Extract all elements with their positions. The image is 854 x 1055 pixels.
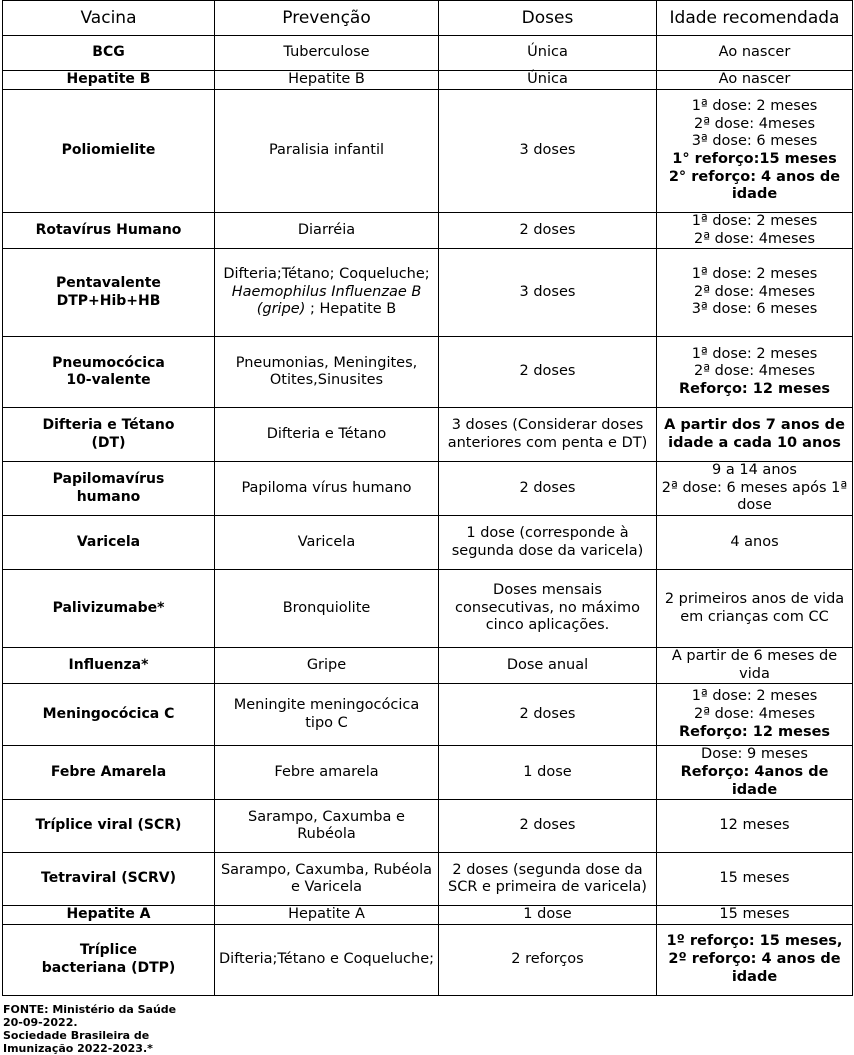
doses-text: 2 doses — [519, 363, 576, 380]
prevencao-text: Tuberculose — [283, 44, 370, 61]
prevencao-text: Papiloma vírus humano — [241, 479, 412, 496]
doses-cell — [439, 90, 657, 213]
prevencao-text: Otites,Sinusites — [269, 372, 384, 389]
doses-cell — [439, 462, 657, 516]
doses-text: Dose anual — [506, 656, 589, 673]
idade-cell — [657, 462, 853, 516]
prevencao-text: Febre amarela — [274, 763, 379, 780]
prevencao-text: ; Hepatite B — [305, 301, 397, 318]
idade-cell — [657, 746, 853, 800]
vacina-name: humano — [76, 488, 141, 505]
doses-text: 1 dose — [523, 763, 572, 780]
doses-text: 2 reforços — [511, 950, 584, 967]
idade-text: 1º reforço: 15 meses, 2º reforço: 4 anos de idade — [666, 933, 843, 985]
idade-text: Reforço: 4anos de idade — [680, 763, 829, 798]
doses-text: 3 doses — [519, 142, 576, 159]
vacina-cell — [3, 249, 215, 337]
doses-cell — [439, 71, 657, 90]
idade-cell — [657, 516, 853, 570]
vacina-cell — [3, 746, 215, 800]
prevencao-text: Haemophilus Influenzae B (gripe) — [231, 283, 422, 318]
idade-text: A partir dos 7 anos de idade a cada 10 anos — [664, 417, 845, 451]
prevencao-cell — [215, 746, 439, 800]
vacina-name: BCG — [92, 44, 125, 61]
doses-text: 2 doses — [519, 479, 576, 496]
doses-text: Única — [527, 44, 568, 61]
table-row — [3, 249, 853, 337]
prevencao-text: Varicela — [297, 533, 356, 550]
doses-cell — [439, 800, 657, 853]
prevencao-cell — [215, 408, 439, 462]
idade-cell — [657, 648, 853, 684]
doses-cell — [439, 648, 657, 684]
table-row — [3, 36, 853, 71]
vacina-name: Influenza* — [68, 656, 149, 673]
table-row — [3, 337, 853, 408]
idade-cell — [657, 71, 853, 90]
idade-cell — [657, 906, 853, 925]
doses-cell — [439, 337, 657, 408]
idade-text: 2ª dose: 4meses — [693, 363, 815, 380]
vacina-cell — [3, 800, 215, 853]
vacina-cell — [3, 648, 215, 684]
vacina-cell — [3, 853, 215, 906]
prevencao-cell — [215, 36, 439, 71]
idade-cell — [657, 90, 853, 213]
idade-text: 2° reforço: 4 anos de idade — [668, 168, 841, 203]
doses-text: 2 doses (segunda dose da SCR e primeira de varicela) — [448, 861, 647, 896]
doses-text: 3 doses (Considerar doses anteriores com penta e DT) — [447, 417, 648, 451]
idade-text: Ao nascer — [718, 71, 791, 88]
idade-text: 1ª dose: 2 meses — [691, 213, 818, 229]
idade-text: 9 a 14 anos — [712, 462, 797, 479]
header-row — [3, 1, 853, 36]
vacina-name: Pneumocócica — [52, 354, 165, 371]
table-row — [3, 516, 853, 570]
idade-text: Reforço: 12 meses — [678, 380, 831, 397]
vacina-name: Papilomavírus — [52, 471, 165, 488]
prevencao-cell — [215, 570, 439, 648]
vacina-cell — [3, 337, 215, 408]
prevencao-text: Bronquiolite — [282, 599, 371, 616]
idade-cell — [657, 570, 853, 648]
doses-text: 2 doses — [519, 221, 576, 238]
vacina-name: Febre Amarela — [50, 763, 167, 780]
footer-line: Imunização 2022-2023.* — [3, 1042, 153, 1055]
doses-cell — [439, 924, 657, 995]
vacina-name: Hepatite B — [66, 71, 151, 88]
prevencao-cell — [215, 684, 439, 746]
idade-text: Ao nascer — [718, 44, 791, 61]
table-row — [3, 648, 853, 684]
idade-cell — [657, 36, 853, 71]
prevencao-text: Hepatite A — [288, 906, 365, 923]
idade-text: 2ª dose: 4meses — [693, 115, 815, 132]
idade-text: 2ª dose: 6 meses após 1ª dose — [661, 479, 848, 514]
vacina-cell — [3, 570, 215, 648]
table-row — [3, 213, 853, 249]
vacina-name: Hepatite A — [66, 906, 151, 923]
header-prevencao: Prevenção — [215, 1, 439, 36]
vacina-name: Pentavalente — [56, 275, 161, 292]
prevencao-text: Difteria;Tétano e Coqueluche; — [219, 950, 434, 967]
vacina-name: DTP+Hib+HB — [56, 292, 161, 309]
table-row — [3, 684, 853, 746]
doses-text: 1 dose (corresponde à segunda dose da varicela) — [451, 525, 644, 559]
prevencao-cell — [215, 853, 439, 906]
vacina-cell — [3, 924, 215, 995]
prevencao-text: Meningites, — [333, 354, 418, 371]
table-row — [3, 800, 853, 853]
prevencao-cell — [215, 906, 439, 925]
doses-cell — [439, 853, 657, 906]
header-vacina: Vacina — [3, 1, 215, 36]
vacina-name: (DT) — [91, 434, 126, 451]
vacina-cell — [3, 408, 215, 462]
idade-cell — [657, 408, 853, 462]
vaccine-table — [2, 0, 853, 996]
prevencao-text: Diarréia — [297, 221, 356, 238]
doses-text: 3 doses — [519, 283, 576, 300]
idade-text: Reforço: 12 meses — [678, 723, 831, 740]
prevencao-cell — [215, 71, 439, 90]
vacina-cell — [3, 462, 215, 516]
doses-cell — [439, 906, 657, 925]
header-idade: Idade recomendada — [657, 1, 853, 36]
idade-cell — [657, 249, 853, 337]
prevencao-cell — [215, 337, 439, 408]
vacina-name: Palivizumabe* — [52, 599, 165, 616]
idade-text: 1ª dose: 2 meses — [691, 266, 818, 283]
prevencao-cell — [215, 90, 439, 213]
vacina-name: Tríplice — [79, 942, 138, 959]
prevencao-text: Pneumonias, — [235, 354, 329, 371]
vacina-name: Meningocócica C — [42, 706, 175, 723]
vacina-name: bacteriana (DTP) — [41, 959, 176, 976]
doses-cell — [439, 249, 657, 337]
vacina-name: Poliomielite — [61, 142, 156, 159]
idade-text: 4 anos — [730, 533, 779, 550]
table-row — [3, 570, 853, 648]
idade-text: 15 meses — [719, 870, 790, 887]
vacina-name: Rotavírus Humano — [35, 221, 182, 238]
doses-cell — [439, 408, 657, 462]
idade-text: 2ª dose: 4meses — [693, 706, 815, 723]
idade-text: A partir de 6 meses de vida — [671, 648, 838, 682]
footer-line: FONTE: Ministério da Saúde — [3, 1003, 177, 1016]
prevencao-cell — [215, 924, 439, 995]
prevencao-cell — [215, 800, 439, 853]
footer-source — [3, 1003, 233, 1055]
doses-text: Única — [527, 71, 568, 88]
idade-text: Dose: 9 meses — [701, 746, 808, 763]
idade-text: 1° reforço:15 meses — [672, 151, 837, 167]
doses-text: Doses mensais consecutivas, no máximo cinco aplicações. — [455, 582, 640, 634]
prevencao-cell — [215, 462, 439, 516]
doses-cell — [439, 570, 657, 648]
vacina-name: Varicela — [76, 533, 141, 550]
vacina-name: 10-valente — [66, 372, 151, 389]
vacina-cell — [3, 36, 215, 71]
idade-text: 15 meses — [719, 906, 790, 923]
prevencao-text: Sarampo, Caxumba e Rubéola — [248, 808, 405, 843]
table-row — [3, 462, 853, 516]
table-row — [3, 71, 853, 90]
idade-text: 2 primeiros anos de vida em crianças com CC — [664, 591, 845, 625]
vacina-name: Tríplice viral (SCR) — [35, 817, 182, 834]
vacina-cell — [3, 684, 215, 746]
prevencao-text: Difteria;Tétano; Coqueluche; — [223, 266, 430, 283]
idade-cell — [657, 213, 853, 249]
prevencao-text: Difteria e Tétano — [266, 425, 387, 442]
prevencao-cell — [215, 213, 439, 249]
doses-cell — [439, 684, 657, 746]
prevencao-text: Sarampo, Caxumba, Rubéola e Varicela — [220, 861, 433, 896]
footer-line: Sociedade Brasileira de — [3, 1029, 150, 1042]
idade-cell — [657, 684, 853, 746]
prevencao-text: Paralisia infantil — [268, 142, 385, 159]
header-doses: Doses — [439, 1, 657, 36]
doses-cell — [439, 36, 657, 71]
idade-text: 1ª dose: 2 meses — [691, 345, 818, 362]
table-row — [3, 408, 853, 462]
doses-cell — [439, 213, 657, 249]
idade-cell — [657, 337, 853, 408]
prevencao-cell — [215, 516, 439, 570]
vacina-name: Tetraviral (SCRV) — [41, 870, 176, 887]
idade-text: 3ª dose: 6 meses — [691, 301, 818, 318]
idade-text: 3ª dose: 6 meses — [691, 133, 818, 150]
footer-line: 20-09-2022. — [3, 1016, 78, 1029]
idade-text: 2ª dose: 4meses — [693, 230, 815, 247]
idade-text: 2ª dose: 4meses — [693, 283, 815, 300]
table-row — [3, 746, 853, 800]
vacina-cell — [3, 906, 215, 925]
vacina-cell — [3, 90, 215, 213]
vacina-cell — [3, 213, 215, 249]
doses-cell — [439, 746, 657, 800]
prevencao-text: Gripe — [306, 656, 347, 673]
doses-text: 1 dose — [523, 906, 572, 923]
doses-cell — [439, 516, 657, 570]
idade-cell — [657, 853, 853, 906]
prevencao-text: Hepatite B — [288, 71, 365, 88]
idade-text: 12 meses — [719, 817, 790, 834]
vacina-cell — [3, 71, 215, 90]
prevencao-cell — [215, 249, 439, 337]
table-row — [3, 906, 853, 925]
table-row — [3, 90, 853, 213]
idade-cell — [657, 924, 853, 995]
prevencao-cell — [215, 648, 439, 684]
idade-text: 1ª dose: 2 meses — [691, 98, 818, 115]
table-row — [3, 853, 853, 906]
idade-text: 1ª dose: 2 meses — [691, 688, 818, 705]
doses-text: 2 doses — [519, 817, 576, 834]
vacina-cell — [3, 516, 215, 570]
vacina-name: Difteria e Tétano — [42, 417, 175, 434]
table-row — [3, 924, 853, 995]
doses-text: 2 doses — [519, 706, 576, 723]
idade-cell — [657, 800, 853, 853]
prevencao-text: Meningite meningocócica tipo C — [233, 697, 420, 731]
